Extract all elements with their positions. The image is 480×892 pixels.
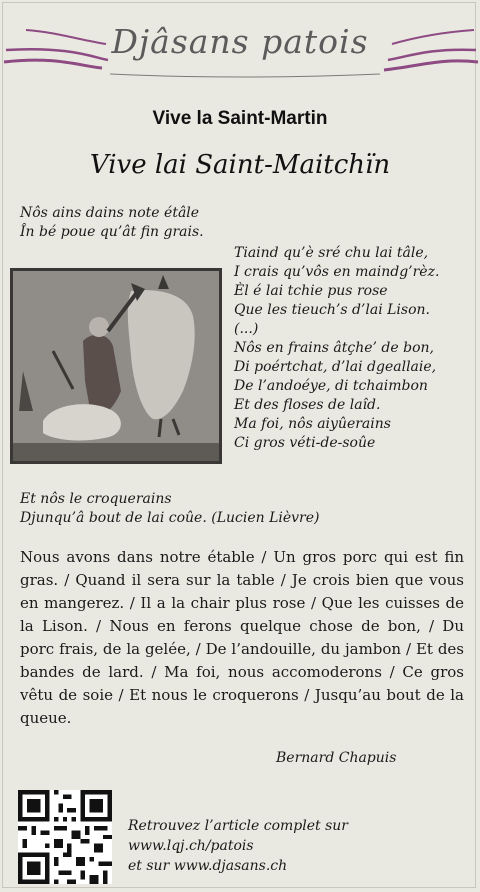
verse-line: Tiaind qu’è sré chu lai tâle, — [234, 245, 429, 261]
author-signature: Bernard Chapuis — [276, 750, 397, 766]
stanza-end — [20, 490, 319, 528]
banner-title: Djâsans patois — [111, 22, 369, 61]
footer-link-lqj[interactable]: www.lqj.ch/patois — [128, 838, 254, 854]
verse-line: Djunqu’â bout de lai coûe. (Lucien Lièvre) — [20, 510, 320, 526]
footer-line: Retrouvez l’article complet sur — [128, 818, 348, 834]
verse-line: (...) — [234, 321, 259, 337]
medieval-illustration — [10, 268, 222, 464]
verse-line: Et des floses de laîd. — [234, 397, 381, 413]
poem-title: Vive lai Saint-Maitchïn — [89, 150, 391, 180]
verse-line: I crais qu’vôs en maindg’rèz. — [234, 264, 440, 280]
verse-line: Ci gros véti-de-soûe — [234, 435, 376, 451]
qr-code-icon[interactable] — [18, 790, 112, 884]
french-translation: Nous avons dans notre étable / Un gros porc qui est fin gras. / Quand il sera sur la table / Je crois bien que vous en mangerez. / Il a la chair plus rose / Que les cuisses de la Lison. / Nous en ferons quelque chose de bon, / Du porc frais, de la gelée, / De l’andouille, du jambon / Et des bandes de lard. / Ma foi, nous accomoderons / Ce gros vêtu de soie / Et nous le croquerons / Jusqu’au bout de la queue. — [20, 548, 464, 727]
verse-line: Nôs en frains âtçhe’ de bon, — [234, 340, 434, 356]
verse-line: De l’andoéye, di tchaimbon — [234, 378, 428, 394]
verse-line: Et nôs le croquerains — [20, 491, 172, 507]
stanza-main — [234, 244, 439, 453]
verse-line: În bé poue qu’ât fin grais. — [20, 224, 204, 240]
stanza-intro — [20, 204, 204, 242]
footer-link-djasans[interactable]: et sur www.djasans.ch — [128, 858, 288, 874]
verse-line: Èl é lai tchie pus rose — [234, 283, 388, 299]
verse-line: Nôs ains dains note étâle — [20, 205, 200, 221]
verse-line: Di poértchat, d’lai dgeallaie, — [234, 359, 437, 375]
verse-line: Ma foi, nôs aiyûerains — [234, 416, 391, 432]
header-banner — [0, 0, 480, 92]
footer-links — [128, 816, 348, 876]
verse-line: Que les tieuch’s d’lai Lison. — [234, 302, 430, 318]
article-headline: Vive la Saint-Martin — [152, 108, 328, 129]
